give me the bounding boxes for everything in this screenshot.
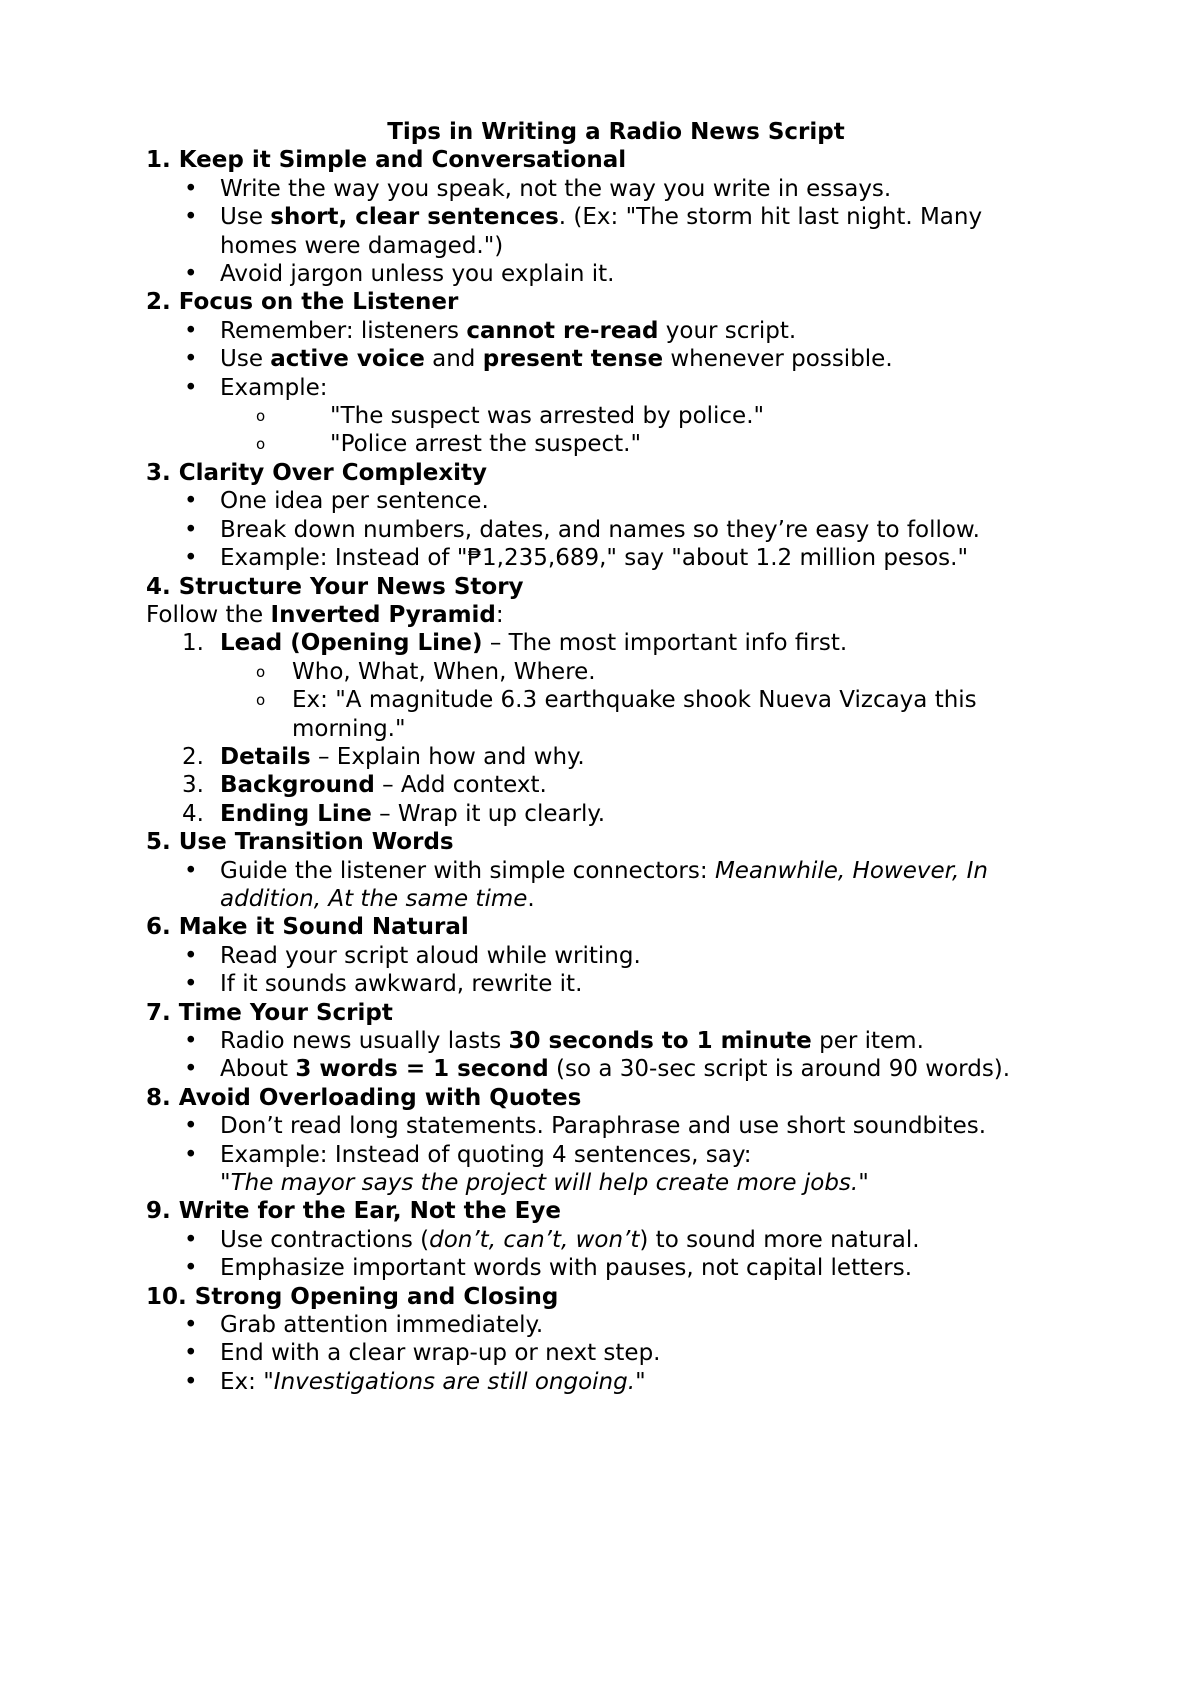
bullet-item: • Radio news usually lasts 30 seconds to 1 minute per item. [146, 1027, 1086, 1055]
section-heading: 3. Clarity Over Complexity [146, 459, 488, 486]
bullet-item: • Ex: "Investigations are still ongoing." [146, 1368, 1086, 1396]
bullet-item: • Read your script aloud while writing. [146, 942, 1086, 970]
section-intro: Follow the Inverted Pyramid: [146, 601, 504, 628]
section-heading: 10. Strong Opening and Closing [146, 1283, 559, 1310]
section-heading: 7. Time Your Script [146, 999, 393, 1026]
bullet-item: • Guide the listener with simple connectors: Meanwhile, However, In [146, 857, 1086, 885]
sub-bullet-item: o "Police arrest the suspect." [146, 430, 1086, 458]
numbered-item: 3. Background – Add context. [182, 772, 547, 799]
quote-example: "The mayor says the project will help create more jobs." [220, 1170, 869, 1197]
bullet-item: • Emphasize important words with pauses, not capital letters. [146, 1254, 1086, 1282]
numbered-item: 4. Ending Line – Wrap it up clearly. [182, 800, 606, 827]
section-heading: 8. Avoid Overloading with Quotes [146, 1084, 582, 1111]
bullet-item: • One idea per sentence. [146, 487, 1086, 515]
section-heading: 1. Keep it Simple and Conversational [146, 147, 627, 174]
bullet-item: • Grab attention immediately. [146, 1311, 1086, 1339]
bullet-item: • If it sounds awkward, rewrite it. [146, 970, 1086, 998]
bullet-item: • Avoid jargon unless you explain it. [146, 260, 1086, 288]
bullet-item: • Break down numbers, dates, and names so they’re easy to follow. [146, 516, 1086, 544]
bullet-item: • Example: Instead of "₱1,235,689," say "about 1.2 million pesos." [146, 544, 1086, 572]
section-heading: 9. Write for the Ear, Not the Eye [146, 1198, 561, 1225]
sub-bullet-continuation: morning." [292, 715, 406, 742]
bullet-continuation: homes were damaged.") [220, 232, 504, 259]
section-heading: 5. Use Transition Words [146, 829, 454, 856]
section-heading: 4. Structure Your News Story [146, 573, 524, 600]
bullet-continuation: addition, At the same time. [220, 885, 535, 912]
numbered-item: 1. Lead (Opening Line) – The most important info first. [182, 630, 848, 657]
bullet-item: • End with a clear wrap-up or next step. [146, 1339, 1086, 1367]
document-body [146, 118, 1086, 1396]
section-heading: 6. Make it Sound Natural [146, 914, 469, 941]
page-title: Tips in Writing a Radio News Script [387, 119, 845, 145]
bullet-item: • Use short, clear sentences. (Ex: "The storm hit last night. Many [146, 203, 1086, 231]
bullet-item: • Write the way you speak, not the way you write in essays. [146, 175, 1086, 203]
sub-bullet-item: o Ex: "A magnitude 6.3 earthquake shook Nueva Vizcaya this [146, 686, 1086, 714]
sub-bullet-item: o "The suspect was arrested by police." [146, 402, 1086, 430]
bullet-item: • Example: [146, 374, 1086, 402]
bullet-item: • About 3 words = 1 second (so a 30-sec script is around 90 words). [146, 1055, 1086, 1083]
numbered-item: 2. Details – Explain how and why. [182, 743, 585, 770]
bullet-item: • Use active voice and present tense whenever possible. [146, 345, 1086, 373]
bullet-item: • Remember: listeners cannot re-read your script. [146, 317, 1086, 345]
sub-bullet-item: o Who, What, When, Where. [146, 658, 1086, 686]
bullet-item: • Example: Instead of quoting 4 sentences, say: [146, 1141, 1086, 1169]
bullet-item: • Use contractions (don’t, can’t, won’t) to sound more natural. [146, 1226, 1086, 1254]
section-heading: 2. Focus on the Listener [146, 289, 459, 316]
bullet-item: • Don’t read long statements. Paraphrase and use short soundbites. [146, 1112, 1086, 1140]
